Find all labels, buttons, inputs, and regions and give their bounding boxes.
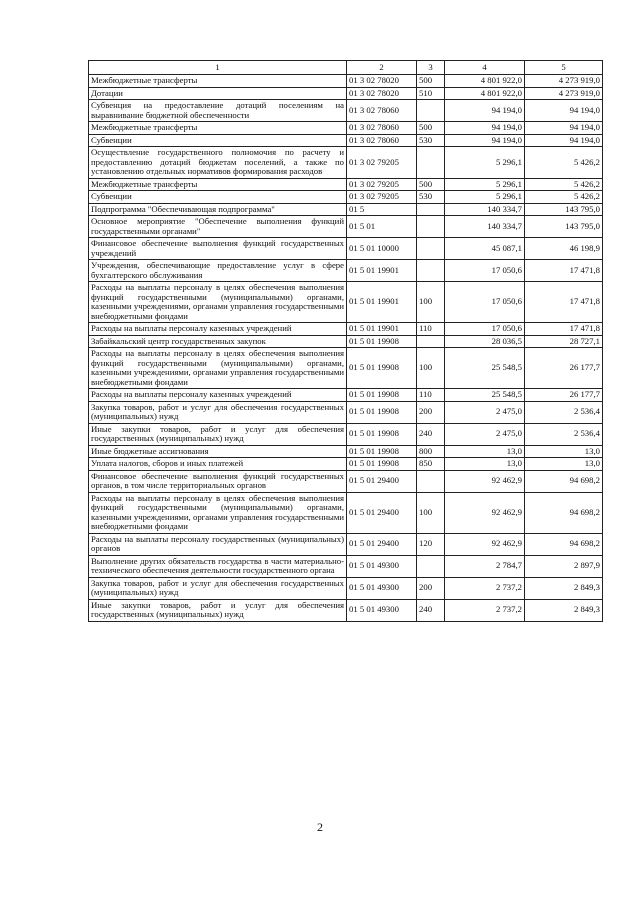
row-value-5-cell: 17 471,8	[525, 260, 603, 282]
row-code-cell: 01 5 01	[347, 216, 417, 238]
table-row	[89, 599, 603, 621]
row-value-5-cell: 94 194,0	[525, 134, 603, 147]
row-value-4-cell: 2 737,2	[445, 599, 525, 621]
budget-table	[88, 60, 603, 622]
row-name-cell: Уплата налогов, сборов и иных платежей	[89, 458, 347, 471]
row-value-4-cell: 140 334,7	[445, 216, 525, 238]
row-value-4-cell: 92 462,9	[445, 533, 525, 555]
row-value-4-cell: 2 737,2	[445, 577, 525, 599]
row-code-cell: 01 5 01 29400	[347, 533, 417, 555]
table-body	[89, 75, 603, 622]
row-value-5-cell: 143 795,0	[525, 216, 603, 238]
row-value-5-cell: 17 471,8	[525, 282, 603, 323]
row-type-cell	[417, 216, 445, 238]
row-value-4-cell: 17 050,6	[445, 323, 525, 336]
row-type-cell: 200	[417, 577, 445, 599]
row-name-cell: Расходы на выплаты персоналу в целях обеспечения выполнения функций государственными (муниципальными) органами, казенными учреждениями, органами управления государственными внебюджетными фондами	[89, 492, 347, 533]
table-row	[89, 389, 603, 402]
row-name-cell: Дотации	[89, 87, 347, 100]
row-value-4-cell: 5 296,1	[445, 178, 525, 191]
row-value-4-cell: 92 462,9	[445, 492, 525, 533]
row-code-cell: 01 5 01 19908	[347, 389, 417, 402]
row-code-cell: 01 3 02 78060	[347, 134, 417, 147]
table-row	[89, 191, 603, 204]
row-code-cell: 01 5 01 19908	[347, 401, 417, 423]
table-row	[89, 282, 603, 323]
row-name-cell: Забайкальский центр государственных закупок	[89, 335, 347, 348]
table-row	[89, 492, 603, 533]
table-row	[89, 401, 603, 423]
row-type-cell: 530	[417, 134, 445, 147]
row-name-cell: Субвенции	[89, 191, 347, 204]
row-value-5-cell: 2 849,3	[525, 577, 603, 599]
row-code-cell: 01 5 01 19908	[347, 458, 417, 471]
row-type-cell: 110	[417, 389, 445, 402]
row-type-cell	[417, 470, 445, 492]
table-row	[89, 238, 603, 260]
table-row	[89, 533, 603, 555]
row-type-cell: 850	[417, 458, 445, 471]
table-row	[89, 260, 603, 282]
table-row	[89, 216, 603, 238]
table-row	[89, 348, 603, 389]
row-value-5-cell: 2 536,4	[525, 401, 603, 423]
row-code-cell: 01 3 02 78020	[347, 87, 417, 100]
row-value-4-cell: 25 548,5	[445, 348, 525, 389]
table-row	[89, 178, 603, 191]
row-code-cell: 01 5 01 19908	[347, 445, 417, 458]
row-value-5-cell: 17 471,8	[525, 323, 603, 336]
row-code-cell: 01 5 01 19901	[347, 282, 417, 323]
row-value-4-cell: 2 475,0	[445, 423, 525, 445]
row-code-cell: 01 3 02 79205	[347, 178, 417, 191]
row-name-cell: Межбюджетные трансферты	[89, 178, 347, 191]
row-value-5-cell: 13,0	[525, 445, 603, 458]
row-code-cell: 01 5 01 19908	[347, 335, 417, 348]
header-cell-1: 1	[89, 61, 347, 75]
row-name-cell: Межбюджетные трансферты	[89, 75, 347, 88]
row-value-5-cell: 2 536,4	[525, 423, 603, 445]
table-row	[89, 470, 603, 492]
row-code-cell: 01 5 01 10000	[347, 238, 417, 260]
header-cell-5: 5	[525, 61, 603, 75]
row-value-5-cell: 5 426,2	[525, 191, 603, 204]
row-value-4-cell: 17 050,6	[445, 260, 525, 282]
row-code-cell: 01 5 01 29400	[347, 470, 417, 492]
row-value-5-cell: 4 273 919,0	[525, 75, 603, 88]
table-row	[89, 445, 603, 458]
table-row	[89, 423, 603, 445]
row-value-4-cell: 28 036,5	[445, 335, 525, 348]
row-value-5-cell: 94 698,2	[525, 492, 603, 533]
row-value-5-cell: 46 198,9	[525, 238, 603, 260]
row-name-cell: Основное мероприятие "Обеспечение выполнения функций государственными органами"	[89, 216, 347, 238]
row-code-cell: 01 5 01 29400	[347, 492, 417, 533]
row-code-cell: 01 5 01 19901	[347, 323, 417, 336]
header-row	[89, 61, 603, 75]
row-value-4-cell: 94 194,0	[445, 122, 525, 135]
row-value-4-cell: 25 548,5	[445, 389, 525, 402]
row-type-cell: 510	[417, 87, 445, 100]
row-type-cell	[417, 555, 445, 577]
row-type-cell	[417, 238, 445, 260]
row-type-cell	[417, 203, 445, 216]
table-row	[89, 87, 603, 100]
row-value-4-cell: 94 194,0	[445, 134, 525, 147]
row-type-cell: 530	[417, 191, 445, 204]
row-value-5-cell: 26 177,7	[525, 348, 603, 389]
row-type-cell: 240	[417, 423, 445, 445]
row-value-4-cell: 2 475,0	[445, 401, 525, 423]
row-type-cell	[417, 100, 445, 122]
row-code-cell: 01 3 02 79205	[347, 191, 417, 204]
row-type-cell: 800	[417, 445, 445, 458]
row-value-5-cell: 5 426,2	[525, 178, 603, 191]
row-name-cell: Финансовое обеспечение выполнения функций государственных органов, в том числе территориальных органов	[89, 470, 347, 492]
row-type-cell: 200	[417, 401, 445, 423]
row-name-cell: Субвенции	[89, 134, 347, 147]
row-type-cell: 100	[417, 282, 445, 323]
table-row	[89, 122, 603, 135]
row-name-cell: Финансовое обеспечение выполнения функций государственных учреждений	[89, 238, 347, 260]
row-value-5-cell: 13,0	[525, 458, 603, 471]
row-name-cell: Закупка товаров, работ и услуг для обеспечения государственных (муниципальных) нужд	[89, 401, 347, 423]
row-value-5-cell: 94 194,0	[525, 122, 603, 135]
row-value-5-cell: 2 849,3	[525, 599, 603, 621]
row-value-5-cell: 5 426,2	[525, 147, 603, 179]
header-cell-2: 2	[347, 61, 417, 75]
row-value-4-cell: 2 784,7	[445, 555, 525, 577]
row-value-5-cell: 143 795,0	[525, 203, 603, 216]
row-value-5-cell: 26 177,7	[525, 389, 603, 402]
row-type-cell	[417, 335, 445, 348]
row-code-cell: 01 5 01 49300	[347, 555, 417, 577]
table-row	[89, 100, 603, 122]
row-value-4-cell: 4 801 922,0	[445, 87, 525, 100]
table-row	[89, 134, 603, 147]
table-row	[89, 75, 603, 88]
table-row	[89, 577, 603, 599]
row-name-cell: Закупка товаров, работ и услуг для обеспечения государственных (муниципальных) нужд	[89, 577, 347, 599]
row-value-5-cell: 94 698,2	[525, 533, 603, 555]
row-code-cell: 01 5 01 19901	[347, 260, 417, 282]
row-value-5-cell: 94 194,0	[525, 100, 603, 122]
row-type-cell: 100	[417, 348, 445, 389]
row-value-4-cell: 4 801 922,0	[445, 75, 525, 88]
table-row	[89, 147, 603, 179]
row-type-cell: 100	[417, 492, 445, 533]
row-type-cell	[417, 147, 445, 179]
row-value-4-cell: 5 296,1	[445, 191, 525, 204]
row-type-cell: 500	[417, 75, 445, 88]
row-name-cell: Подпрограмма "Обеспечивающая подпрограмма"	[89, 203, 347, 216]
row-value-5-cell: 28 727,1	[525, 335, 603, 348]
row-type-cell: 120	[417, 533, 445, 555]
row-code-cell: 01 5	[347, 203, 417, 216]
row-type-cell: 240	[417, 599, 445, 621]
table-row	[89, 335, 603, 348]
row-type-cell: 500	[417, 122, 445, 135]
row-value-4-cell: 5 296,1	[445, 147, 525, 179]
row-name-cell: Межбюджетные трансферты	[89, 122, 347, 135]
row-code-cell: 01 5 01 19908	[347, 348, 417, 389]
row-value-4-cell: 45 087,1	[445, 238, 525, 260]
row-type-cell: 500	[417, 178, 445, 191]
row-name-cell: Осуществление государственного полномочия по расчету и предоставлению дотаций бюджетам поселений, а также по установлению отдельных нормативов формирования расходов	[89, 147, 347, 179]
row-code-cell: 01 3 02 78020	[347, 75, 417, 88]
row-value-4-cell: 17 050,6	[445, 282, 525, 323]
row-code-cell: 01 3 02 78060	[347, 122, 417, 135]
row-code-cell: 01 5 01 19908	[347, 423, 417, 445]
row-code-cell: 01 5 01 49300	[347, 599, 417, 621]
header-cell-3: 3	[417, 61, 445, 75]
row-value-5-cell: 94 698,2	[525, 470, 603, 492]
header-cell-4: 4	[445, 61, 525, 75]
row-name-cell: Иные закупки товаров, работ и услуг для обеспечения государственных (муниципальных) нужд	[89, 599, 347, 621]
row-name-cell: Расходы на выплаты персоналу в целях обеспечения выполнения функций государственными (муниципальными) органами, казенными учреждениями, органами управления государственными внебюджетными фондами	[89, 282, 347, 323]
row-name-cell: Выполнение других обязательств государства в части материально-технического обеспечения деятельности государственного органа	[89, 555, 347, 577]
row-code-cell: 01 5 01 49300	[347, 577, 417, 599]
row-value-5-cell: 4 273 919,0	[525, 87, 603, 100]
row-value-4-cell: 94 194,0	[445, 100, 525, 122]
row-name-cell: Субвенция на предоставление дотаций поселениям на выравнивание бюджетной обеспеченности	[89, 100, 347, 122]
row-name-cell: Учреждения, обеспечивающие предоставление услуг в сфере бухгалтерского обслуживания	[89, 260, 347, 282]
row-code-cell: 01 3 02 79205	[347, 147, 417, 179]
row-value-4-cell: 140 334,7	[445, 203, 525, 216]
row-code-cell: 01 3 02 78060	[347, 100, 417, 122]
row-type-cell: 110	[417, 323, 445, 336]
row-name-cell: Иные бюджетные ассигнования	[89, 445, 347, 458]
row-type-cell	[417, 260, 445, 282]
table-row	[89, 203, 603, 216]
table-row	[89, 458, 603, 471]
table-row	[89, 323, 603, 336]
row-value-4-cell: 92 462,9	[445, 470, 525, 492]
page-number: 2	[317, 820, 323, 834]
row-value-5-cell: 2 897,9	[525, 555, 603, 577]
row-name-cell: Иные закупки товаров, работ и услуг для обеспечения государственных (муниципальных) нужд	[89, 423, 347, 445]
table-row	[89, 555, 603, 577]
row-name-cell: Расходы на выплаты персоналу казенных учреждений	[89, 323, 347, 336]
row-name-cell: Расходы на выплаты персоналу государственных (муниципальных) органов	[89, 533, 347, 555]
row-name-cell: Расходы на выплаты персоналу казенных учреждений	[89, 389, 347, 402]
row-value-4-cell: 13,0	[445, 445, 525, 458]
row-value-4-cell: 13,0	[445, 458, 525, 471]
row-name-cell: Расходы на выплаты персоналу в целях обеспечения выполнения функций государственными (муниципальными) органами, казенными учреждениями, органами управления государственными внебюджетными фондами	[89, 348, 347, 389]
